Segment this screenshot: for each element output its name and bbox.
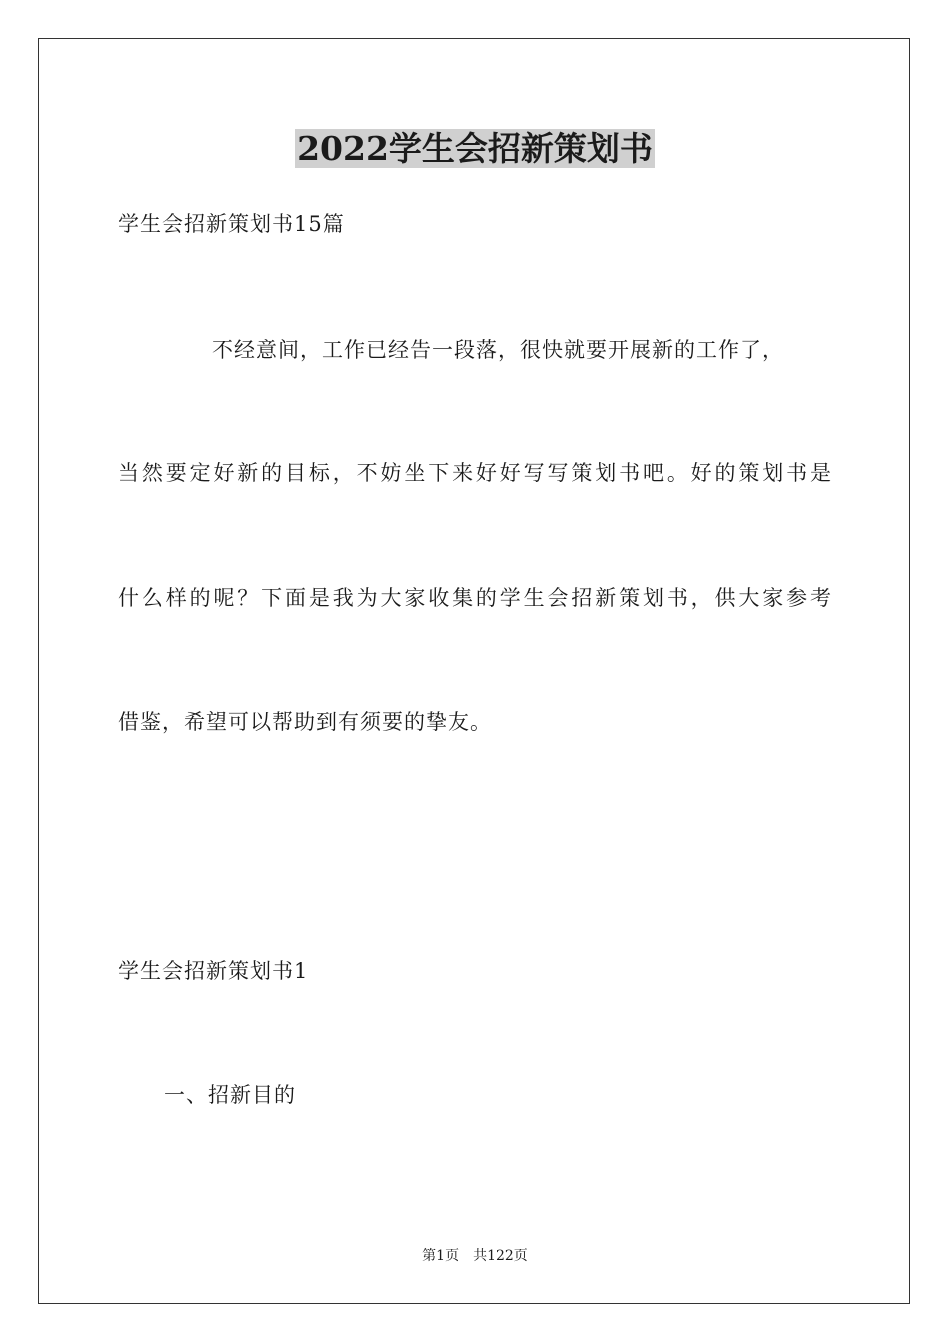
intro-paragraph-line-1: 不经意间，工作已经告一段落，很快就要开展新的工作了，: [212, 338, 784, 362]
intro-paragraph-line-2: 当然要定好新的目标，不妨坐下来好好写写策划书吧。好的策划书是: [118, 461, 832, 485]
document-title-text: 2022学生会招新策划书: [297, 129, 653, 168]
intro-paragraph-line-3: 什么样的呢？下面是我为大家收集的学生会招新策划书，供大家参考: [118, 586, 832, 610]
page-footer: 第1页 共122页: [422, 1248, 528, 1264]
section-heading: 学生会招新策划书1: [118, 959, 309, 983]
document-title: [0, 128, 950, 170]
document-subtitle: 学生会招新策划书15篇: [118, 212, 345, 236]
intro-paragraph-line-4: 借鉴，希望可以帮助到有须要的挚友。: [118, 710, 492, 734]
subsection-heading: 一、招新目的: [164, 1083, 296, 1107]
